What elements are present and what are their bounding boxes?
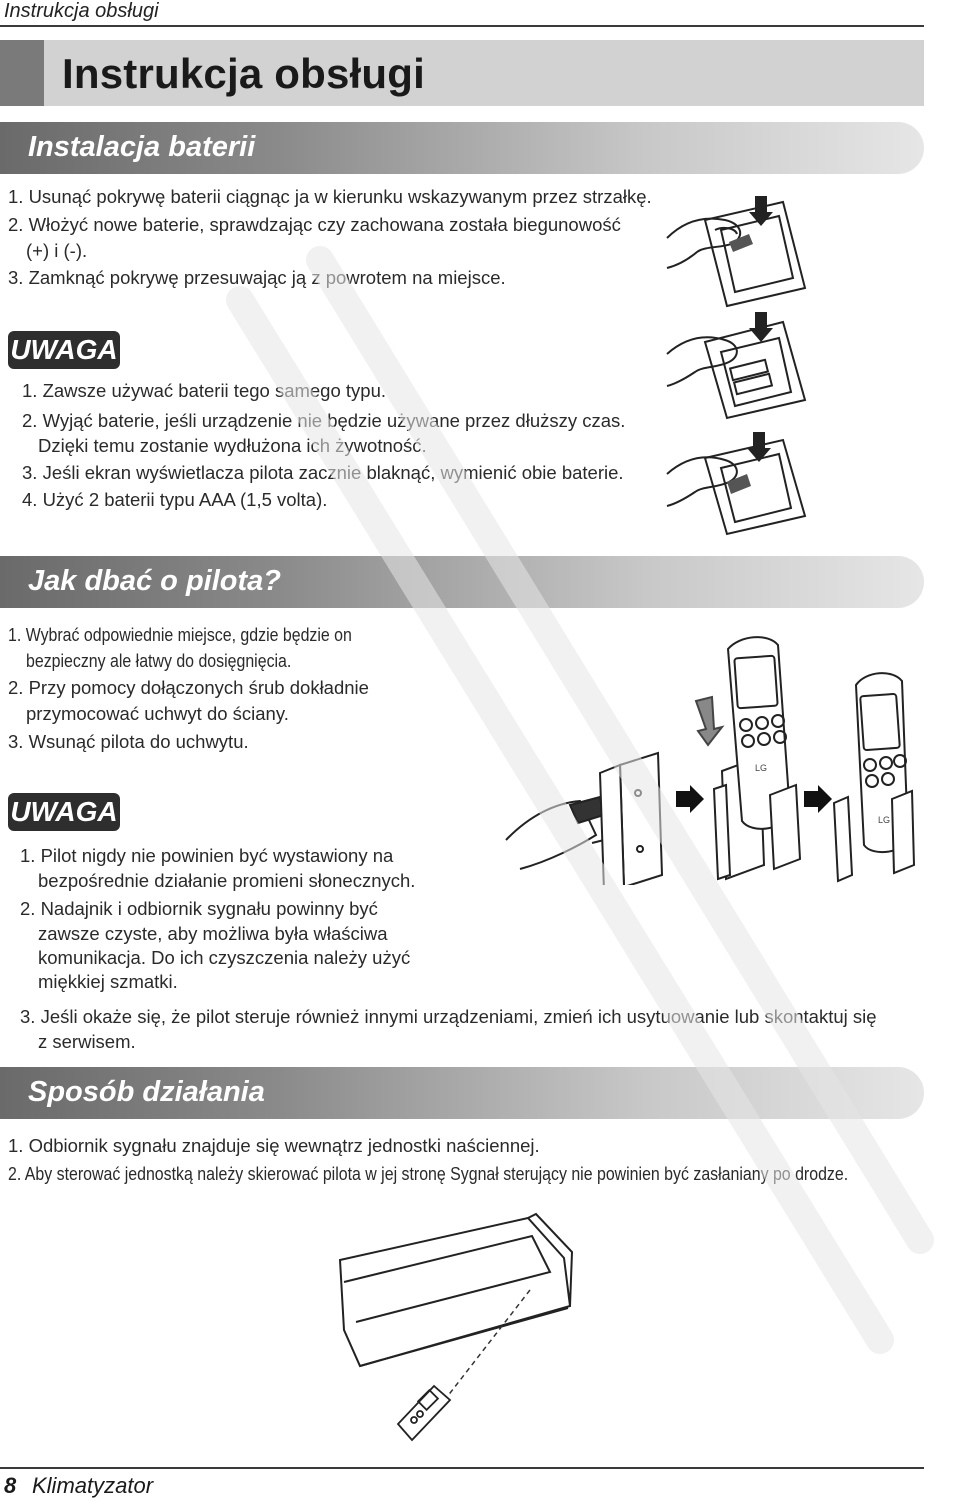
battery-step-2: 2. Włożyć nowe baterie, sprawdzając czy zachowana została biegunowość [8, 214, 621, 235]
remote-logo-2: LG [878, 815, 891, 825]
care-step-2-cont: przymocować uchwyt do ściany. [26, 703, 289, 724]
battery-step-3: 3. Zamknąć pokrywę przesuwając ją z powrotem na miejsce. [8, 267, 506, 288]
battery-cover-removal-illustration [665, 190, 810, 315]
care-warning-1: 1. Pilot nigdy nie powinien być wystawiony na [20, 845, 394, 866]
battery-warning-4: 4. Użyć 2 baterii typu AAA (1,5 volta). [22, 489, 328, 510]
care-step-1-cont: bezpieczny ale łatwy do dosięgnięcia. [26, 650, 292, 671]
care-warning-2-cont-b: komunikacja. Do ich czyszczenia należy użyć [38, 947, 411, 968]
care-warning-1-cont: bezpośrednie działanie promieni słonecznych. [38, 870, 416, 891]
remote-logo-1: LG [755, 763, 768, 773]
care-warning-3: 3. Jeśli okaże się, że pilot steruje również innymi urządzeniami, zmień ich usytuowanie lub skontaktuj się [20, 1006, 877, 1027]
arrow-right-icon [676, 785, 704, 813]
remote-holder-illustration [500, 625, 920, 885]
operation-step-2: 2. Aby sterować jednostką należy skierować pilota w jej stronę Sygnał sterujący nie powinien być zasłaniany po drodze. [8, 1163, 849, 1184]
footer-product-name: Klimatyzator [32, 1473, 154, 1498]
battery-warning-2-cont: Dzięki temu zostanie wydłużona ich żywotność. [38, 435, 427, 456]
section-title-care: Jak dbać o pilota? [28, 565, 281, 597]
care-step-3: 3. Wsunąć pilota do uchwytu. [8, 731, 249, 752]
running-header: Instrukcja obsługi [4, 0, 159, 22]
section-title-operation: Sposób działania [28, 1076, 265, 1108]
battery-warning-3: 3. Jeśli ekran wyświetlacza pilota zacznie blaknąć, wymienić obie baterie. [22, 462, 624, 483]
care-warning-2-cont-a: zawsze czyste, aby możliwa była właściwa [38, 923, 388, 944]
operation-step-1: 1. Odbiornik sygnału znajduje się wewnątrz jednostki naściennej. [8, 1135, 540, 1156]
arrow-right-icon [804, 785, 832, 813]
care-warning-2: 2. Nadajnik i odbiornik sygnału powinny być [20, 898, 378, 919]
battery-cover-close-illustration [665, 430, 810, 545]
page-number: 8 [4, 1473, 17, 1498]
section-title-battery: Instalacja baterii [28, 131, 256, 163]
care-step-1: 1. Wybrać odpowiednie miejsce, gdzie będzie on [8, 624, 352, 645]
page-title: Instrukcja obsługi [62, 50, 425, 97]
care-step-2: 2. Przy pomocy dołączonych śrub dokładnie [8, 677, 369, 698]
header-rule [0, 25, 924, 27]
title-bar-tab [0, 40, 44, 106]
battery-step-2-cont: (+) i (-). [26, 240, 88, 261]
battery-warning-1: 1. Zawsze używać baterii tego samego typu. [22, 380, 387, 401]
care-warning-3-cont: z serwisem. [38, 1031, 136, 1052]
warning-badge-care: UWAGA [8, 793, 120, 831]
battery-insert-illustration [665, 310, 810, 425]
battery-step-1: 1. Usunąć pokrywę baterii ciągnąc ja w kierunku wskazywanym przez strzałkę. [8, 186, 652, 207]
footer-rule [0, 1467, 924, 1469]
care-warning-2-cont-c: miękkiej szmatki. [38, 971, 178, 992]
battery-warning-2: 2. Wyjąć baterie, jeśli urządzenie nie będzie używane przez dłuższy czas. [22, 410, 626, 431]
indoor-unit-illustration [300, 1210, 600, 1460]
warning-badge-battery: UWAGA [8, 331, 120, 369]
